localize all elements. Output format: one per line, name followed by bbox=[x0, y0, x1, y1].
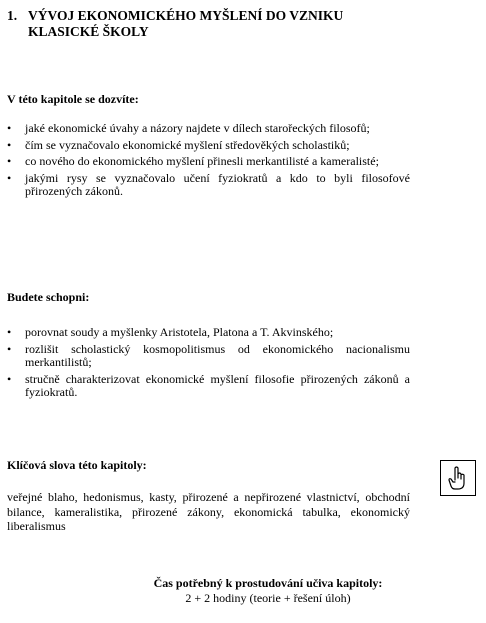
keywords-heading: Klíčová slova této kapitoly: bbox=[7, 458, 147, 472]
chapter-number: 1. bbox=[7, 8, 18, 23]
pointing-hand-icon bbox=[440, 460, 476, 496]
study-time-value: 2 + 2 hodiny (teorie + řešení úloh) bbox=[185, 591, 351, 605]
chapter-title bbox=[7, 8, 427, 40]
chapter-title-line1: VÝVOJ EKONOMICKÉHO MYŠLENÍ DO VZNIKU bbox=[28, 8, 344, 23]
learn-list bbox=[7, 122, 410, 202]
skills-list bbox=[7, 326, 410, 403]
list-item: • stručně charakterizovat ekonomické myšlení filosofie přirozených zákonů a fyziokratů. bbox=[7, 373, 410, 400]
study-time-block bbox=[0, 576, 486, 606]
list-item: • čím se vyznačovalo ekonomické myšlení středověkých scholastiků; bbox=[7, 139, 410, 153]
skills-heading: Budete schopni: bbox=[7, 290, 90, 304]
list-item: • co nového do ekonomického myšlení přinesli merkantilisté a kameralisté; bbox=[7, 155, 410, 169]
keywords-text: veřejné blaho, hedonismus, kasty, přirozené a nepřirozené vlastnictví, obchodní bilance, kameralistika, přirozené zákony, ekonomická tabulka, ekonomický liberalismus bbox=[7, 490, 410, 533]
learn-heading: V této kapitole se dozvíte: bbox=[7, 92, 139, 106]
list-item: • rozlišit scholastický kosmopolitismus od ekonomického nacionalismu merkantilistů; bbox=[7, 343, 410, 370]
study-time-label: Čas potřebný k prostudování učiva kapitoly: bbox=[153, 576, 383, 590]
list-item: • jaké ekonomické úvahy a názory najdete v dílech starořeckých filosofů; bbox=[7, 122, 410, 136]
chapter-title-line2: KLASICKÉ ŠKOLY bbox=[28, 24, 149, 39]
list-item: • jakými rysy se vyznačovalo učení fyziokratů a kdo to byli filosofové přirozených zákonů. bbox=[7, 172, 410, 199]
list-item: • porovnat soudy a myšlenky Aristotela, Platona a T. Akvinského; bbox=[7, 326, 410, 340]
